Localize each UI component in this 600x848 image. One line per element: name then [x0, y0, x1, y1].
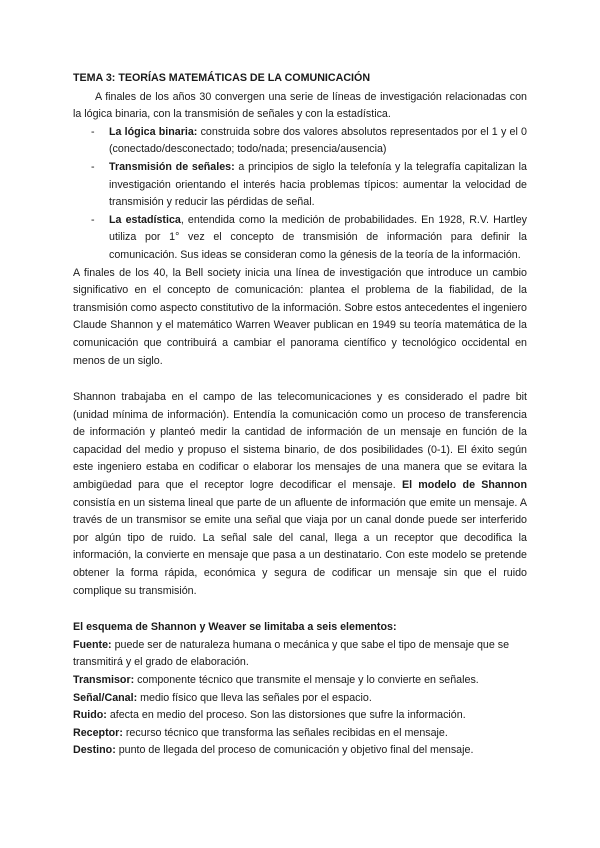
bullet-term: La lógica binaria:: [109, 125, 198, 138]
shannon-text-part2: consistía en un sistema lineal que parte de un afluente de información que emite un mensaje. A través de un transmisor se emite una señal que viaja por un canal donde puede ser interferido por algún tipo de ruido. La señal sale del canal, llega a un receptor que decodifica la información, la convierte en mensaje que pasa a un destinatario. Con este modelo se pretende obtener la forma rápida, económica y segura de codificar un mensaje sin que el ruido complique su transmisión.: [73, 496, 527, 597]
document-title: TEMA 3: TEORÍAS MATEMÁTICAS DE LA COMUNICACIÓN: [73, 72, 371, 84]
bullet-dash: -: [91, 213, 95, 226]
elements-heading-text: El esquema de Shannon y Weaver se limitaba a seis elementos:: [73, 621, 397, 634]
element-text: punto de llegada del proceso de comunicación y objetivo final del mensaje.: [115, 744, 474, 757]
element-transmisor: [73, 672, 527, 690]
bullet-term: Transmisión de señales:: [109, 160, 235, 173]
intro-paragraph: A finales de los años 30 convergen una serie de líneas de investigación relacionadas con la lógica binaria, con la transmisión de señales y con la estadística.: [73, 90, 527, 121]
element-term: Ruido:: [73, 709, 107, 722]
element-term: Receptor:: [73, 726, 123, 739]
paragraph-40s: A finales de los 40, la Bell society inicia una línea de investigación que introduce un cambio significativo en el concepto de comunicación: plantea el problema de la fiabilidad, de la transmisión como aspecto constitutivo de la información. Sobre estos antecedentes el ingeniero Claude Shannon y el matemático Warren Weaver publican en 1949 su teoría matemática de la comunicación que contribuirá a cambiar el panorama científico y tecnológico occidental en menos de un siglo.: [73, 266, 527, 367]
bullet-dash: -: [91, 160, 95, 173]
paragraph-shannon: [73, 389, 527, 600]
element-receptor: [73, 725, 527, 743]
spacer: [73, 600, 527, 619]
element-senal-canal: [73, 690, 527, 708]
elements-section: [73, 619, 527, 760]
element-term: Fuente:: [73, 638, 112, 651]
bullet-list: [73, 124, 527, 265]
element-term: Señal/Canal:: [73, 691, 138, 704]
bullet-item-logica-binaria: [91, 124, 527, 159]
bullet-text: , entendida como la medición de probabilidades. En 1928, R.V. Hartley utiliza por 1° vez el concepto de transmisión de información para definir la comunicación. Sus ideas se consideran como la génesis de la teoría de la información.: [109, 213, 527, 261]
bullet-item-estadistica: [91, 212, 527, 265]
element-term: Destino:: [73, 744, 116, 757]
bullet-dash: -: [91, 125, 95, 138]
element-ruido: [73, 707, 527, 725]
element-text: componente técnico que transmite el mensaje y lo convierte en señales.: [134, 674, 479, 686]
element-text: recurso técnico que transforma las señales recibidas en el mensaje.: [122, 726, 448, 739]
element-fuente: [73, 637, 527, 672]
element-text: medio físico que lleva las señales por el espacio.: [137, 691, 372, 704]
elements-heading: [73, 619, 527, 637]
element-term: Transmisor:: [73, 674, 135, 686]
shannon-text-part1: Shannon trabajaba en el campo de las telecomunicaciones y es considerado el padre bit (unidad mínima de información). Entendía la comunicación como un proceso de transferencia de información y planteó medir la cantidad de información de un mensaje en función de la capacidad del medio y propuso el sistema binario, de dos posibilidades (0-1). El éxito según este ingeniero estaba en codificar o elaborar los mensajes de una manera que se evitara la ambigüedad para que el receptor logre decodificar el mensaje.: [73, 391, 527, 492]
bullet-text: a principios de siglo la telefonía y la telegrafía capitalizan la investigación orientando el interés hacia problemas típicos: aumentar la velocidad de transmisión y reducir las pérdidas de señal.: [109, 160, 527, 209]
bullet-item-transmision-senales: [91, 159, 527, 212]
element-destino: [73, 742, 527, 760]
element-text: afecta en medio del proceso. Son las distorsiones que sufre la información.: [106, 709, 466, 722]
element-text: puede ser de naturaleza humana o mecánica y que sabe el tipo de mensaje que se transmitirá y el grado de elaboración.: [73, 638, 510, 669]
spacer: [73, 370, 527, 389]
bullet-text: construida sobre dos valores absolutos representados por el 1 y el 0 (conectado/desconectado; todo/nada; presencia/ausencia): [109, 125, 527, 156]
bullet-term: La estadística: [109, 213, 181, 226]
shannon-model-term: El modelo de Shannon: [401, 479, 527, 492]
